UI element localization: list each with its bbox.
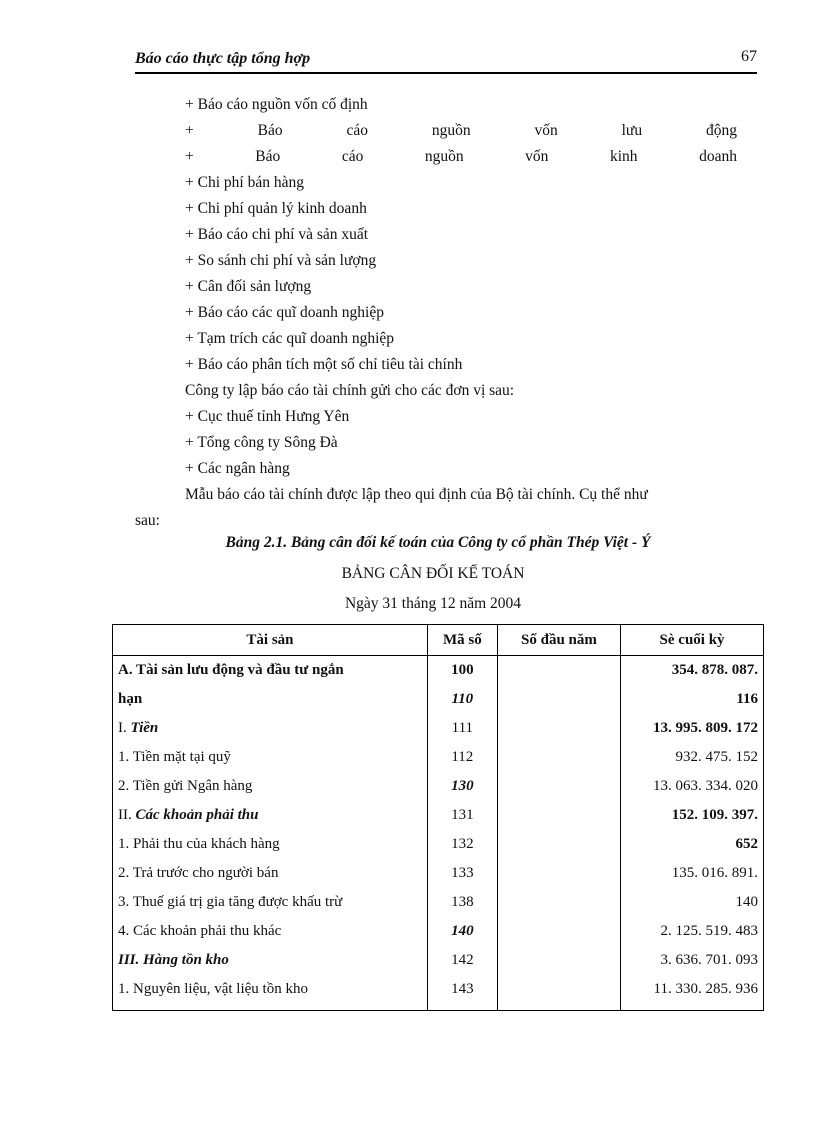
cell-code: 130 <box>427 772 497 801</box>
section-number: I. <box>118 720 127 736</box>
cell-end: 135. 016. 891. <box>621 859 764 888</box>
word: vốn <box>525 148 549 165</box>
word: cáo <box>346 122 368 139</box>
template-sentence-cont: sau: <box>135 512 160 529</box>
cell-end: 140 <box>621 888 764 917</box>
cell-start <box>497 772 620 801</box>
cell-code: 140 <box>427 917 497 946</box>
section-number: II. <box>118 807 132 823</box>
cell-end: 11. 330. 285. 936 <box>621 975 764 1011</box>
word: + <box>185 122 194 139</box>
cell-start <box>497 946 620 975</box>
justified-line-luu-dong <box>135 118 737 144</box>
list-item: + Chi phí bán hàng <box>185 174 304 191</box>
word: doanh <box>699 148 737 165</box>
cell-asset: III. Hàng tồn kho <box>113 946 428 975</box>
cell-end: 2. 125. 519. 483 <box>621 917 764 946</box>
table-row <box>113 743 764 772</box>
cell-code: 132 <box>427 830 497 859</box>
list-item: + Chi phí quản lý kinh doanh <box>185 200 367 217</box>
section-title: Các khoản phải thu <box>135 807 259 823</box>
col-header-code: Mã số <box>427 625 497 656</box>
cell-end: 932. 475. 152 <box>621 743 764 772</box>
cell-code: 131 <box>427 801 497 830</box>
col-header-asset: Tài sản <box>113 625 428 656</box>
cell-end: 13. 995. 809. 172 <box>621 714 764 743</box>
list-item: + Báo cáo chi phí và sản xuất <box>185 226 369 243</box>
page-number: 67 <box>741 48 757 65</box>
word: Báo <box>255 148 281 165</box>
recipient-item: + Các ngân hàng <box>185 460 290 477</box>
cell-end: 652 <box>621 830 764 859</box>
table-heading: BẢNG CÂN ĐỐI KẾ TOÁN <box>341 565 525 582</box>
table-row <box>113 917 764 946</box>
word: nguồn <box>431 122 471 139</box>
word: động <box>705 122 737 139</box>
template-sentence: Mẫu báo cáo tài chính được lập theo qui định của Bộ tài chính. Cụ thể như <box>185 486 648 503</box>
cell-end: 13. 063. 334. 020 <box>621 772 764 801</box>
cell-start <box>497 685 620 714</box>
recipient-item: + Tổng công ty Sông Đà <box>185 434 338 451</box>
cell-code: 100 <box>427 656 497 686</box>
cell-code: 111 <box>427 714 497 743</box>
page-header <box>135 48 757 74</box>
cell-asset: 1. Tiền mặt tại quỹ <box>113 743 428 772</box>
body-text <box>135 92 737 534</box>
cell-end: 152. 109. 397. <box>621 801 764 830</box>
cell-end: 116 <box>621 685 764 714</box>
cell-end: 354. 878. 087. <box>621 656 764 686</box>
cell-start <box>497 801 620 830</box>
word: cáo <box>341 148 364 165</box>
word: + <box>185 148 194 165</box>
cell-code: 143 <box>427 975 497 1011</box>
cell-asset <box>113 714 428 743</box>
table-row <box>113 946 764 975</box>
list-item: + Báo cáo nguồn vốn cố định <box>185 96 368 113</box>
cell-asset: 4. Các khoản phải thu khác <box>113 917 428 946</box>
cell-start <box>497 859 620 888</box>
list-item: + So sánh chi phí và sản lượng <box>185 252 377 269</box>
justified-line-kinh-doanh <box>135 144 737 170</box>
table-caption: Bảng 2.1. Bảng cân đối kế toán của Công ty cổ phần Thép Việt - Ý <box>225 534 651 551</box>
cell-code: 110 <box>427 685 497 714</box>
balance-sheet-table <box>112 624 764 1011</box>
cell-start <box>497 917 620 946</box>
word: Báo <box>257 122 283 139</box>
list-item: + Cân đối sản lượng <box>185 278 312 295</box>
table-row <box>113 685 764 714</box>
col-header-start: Số đầu năm <box>497 625 620 656</box>
list-item: + Báo cáo phân tích một số chỉ tiêu tài chính <box>185 356 463 373</box>
cell-asset: 2. Tiền gửi Ngân hàng <box>113 772 428 801</box>
cell-start <box>497 656 620 686</box>
table-row <box>113 975 764 1011</box>
cell-asset: 3. Thuế giá trị gia tăng được khấu trừ <box>113 888 428 917</box>
list-item: + Báo cáo các quĩ doanh nghiệp <box>185 304 384 321</box>
cell-start <box>497 830 620 859</box>
list-item: + Tạm trích các quĩ doanh nghiệp <box>185 330 395 347</box>
cell-end: 3. 636. 701. 093 <box>621 946 764 975</box>
cell-asset: 1. Phải thu của khách hàng <box>113 830 428 859</box>
word: nguồn <box>424 148 464 165</box>
cell-asset: 2. Trả trước cho người bán <box>113 859 428 888</box>
cell-code: 138 <box>427 888 497 917</box>
word: lưu <box>621 122 643 139</box>
recipient-item: + Cục thuế tỉnh Hưng Yên <box>185 408 350 425</box>
cell-start <box>497 975 620 1011</box>
header-title: Báo cáo thực tập tổng hợp <box>135 50 311 67</box>
cell-start <box>497 743 620 772</box>
table-header-row <box>113 625 764 656</box>
table-row <box>113 859 764 888</box>
table-date: Ngày 31 tháng 12 năm 2004 <box>344 595 522 612</box>
table-row <box>113 772 764 801</box>
word: kinh <box>609 148 638 165</box>
cell-asset: 1. Nguyên liệu, vật liệu tồn kho <box>113 975 428 1011</box>
word: vốn <box>534 122 558 139</box>
table-row <box>113 888 764 917</box>
section-title: Tiền <box>130 720 159 736</box>
cell-asset <box>113 801 428 830</box>
table-row <box>113 801 764 830</box>
cell-code: 133 <box>427 859 497 888</box>
cell-code: 142 <box>427 946 497 975</box>
table-row <box>113 830 764 859</box>
cell-asset: hạn <box>113 685 428 714</box>
table-row <box>113 656 764 686</box>
col-header-end: Sè cuối kỳ <box>621 625 764 656</box>
cell-start <box>497 888 620 917</box>
cell-asset: A. Tài sản lưu động và đầu tư ngắn <box>113 656 428 686</box>
cell-code: 112 <box>427 743 497 772</box>
table-row <box>113 714 764 743</box>
cell-start <box>497 714 620 743</box>
recipients-intro: Công ty lập báo cáo tài chính gửi cho các đơn vị sau: <box>185 382 515 399</box>
